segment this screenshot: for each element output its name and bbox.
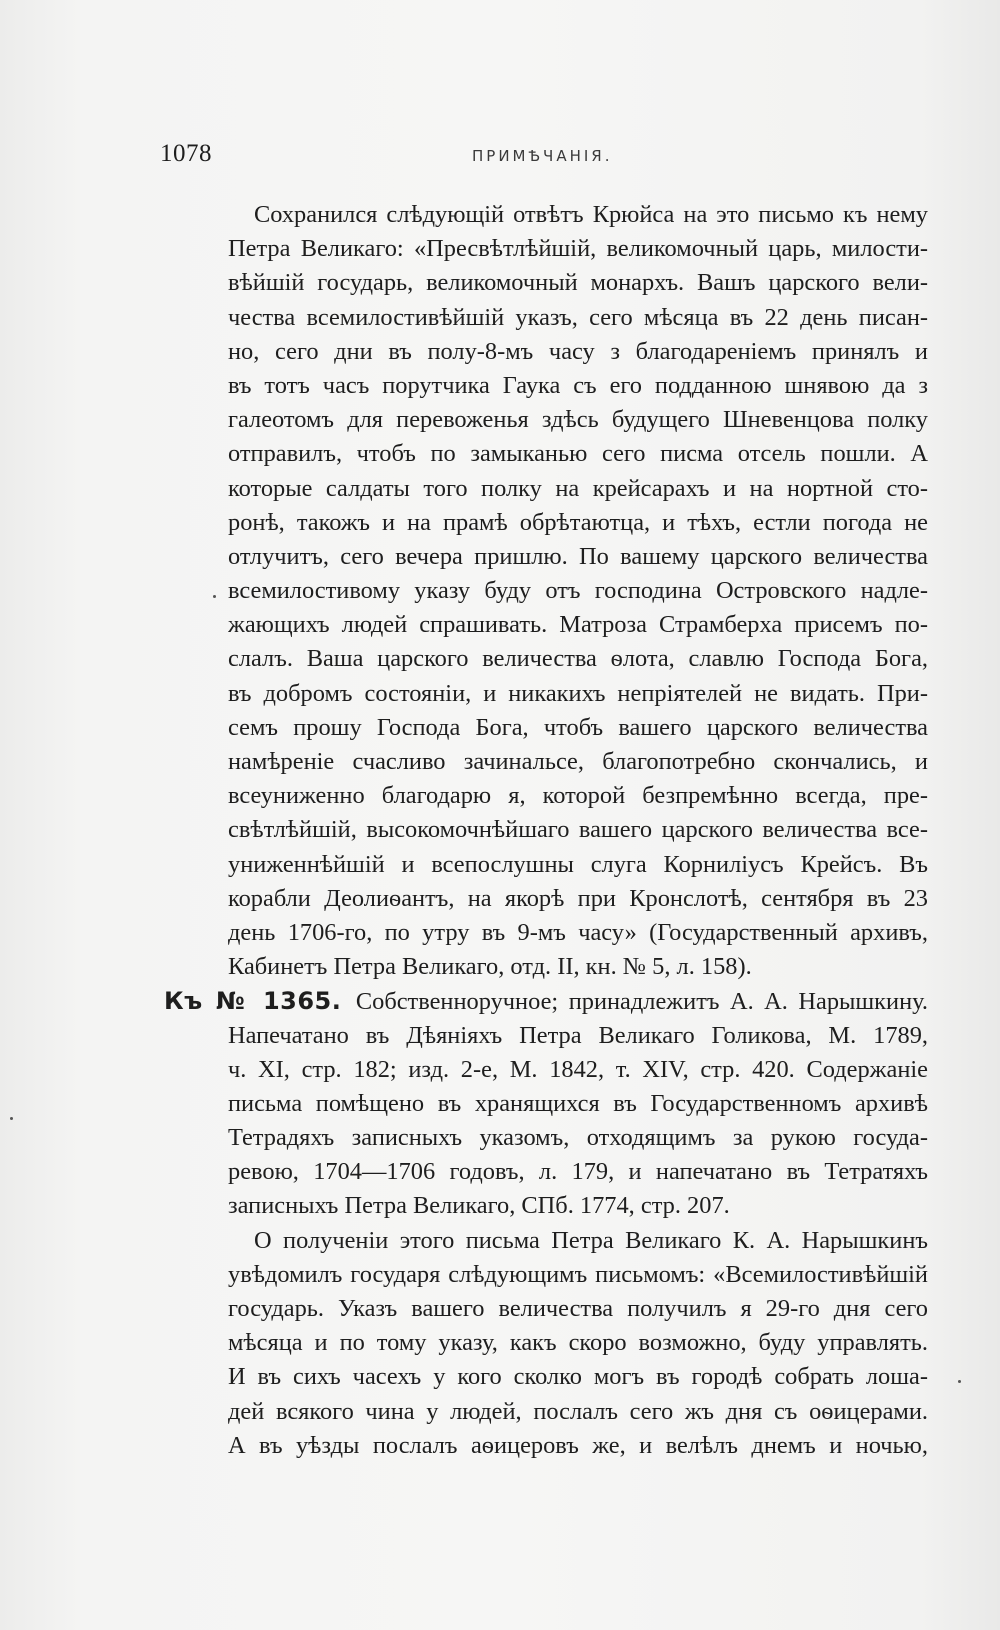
text-line: свѣтлѣйшій, высокомочнѣйшаго вашего царского величества все-: [228, 816, 928, 844]
text-line: отлучитъ, сего вечера пришлю. По вашему царского величества: [228, 542, 928, 570]
final-line: увѣдомилъ государя слѣдующимъ письмомъ: «Всемилостивѣйшій: [228, 1260, 928, 1288]
text-line: корабли Деолиѳантъ, на якорѣ при Кронслотѣ, сентября въ 23: [228, 884, 928, 912]
text-line: въ тотъ часъ порутчика Гаука съ его подданною шнявою да з: [228, 371, 928, 399]
text-line: въ добромъ состояніи, и никакихъ непріятелей не видать. При-: [228, 679, 928, 707]
final-line: И въ сихъ часехъ у кого сколко могъ въ городѣ собрать лоша-: [228, 1363, 928, 1391]
text-line: жающихъ людей спрашивать. Матроза Страмберха присемъ по-: [228, 611, 928, 639]
note-line: письма помѣщено въ хранящихся въ Государственномъ архивѣ: [228, 1089, 928, 1117]
text-line: слалъ. Ваша царского величества ѳлота, славлю Господа Бога,: [228, 645, 928, 673]
note-line: записныхъ Петра Великаго, СПб. 1774, стр. 207.: [228, 1192, 730, 1220]
text-line: но, сего дни въ полу-8-мъ часу з благодареніемъ принялъ и: [228, 337, 928, 365]
text-line: намѣреніе счасливо зачинальсе, благопотребно скончались, и: [228, 748, 928, 775]
paper-speck: [958, 1380, 961, 1383]
note-reference: Къ № 1365.: [164, 987, 342, 1016]
note-line: Тетрадяхъ записныхъ указомъ, отходящимъ за рукою госуда-: [228, 1124, 928, 1152]
text-line: семъ прошу Господа Бога, чтобъ вашего царского величества: [228, 713, 928, 741]
text-line: чества всемилостивѣйшій указъ, сего мѣсяца въ 22 день писан-: [228, 303, 928, 331]
text-line: отправилъ, чтобъ по замыканью сего писма отсель пошли. А: [228, 440, 928, 468]
paper-speck: [10, 1117, 13, 1120]
note-line: ревою, 1704—1706 годовъ, л. 179, и напечатано въ Тетратяхъ: [228, 1158, 928, 1186]
text-line: всеуниженно благодарю я, которой безпремѣнно всегда, пре-: [228, 782, 928, 810]
final-line: О полученіи этого письма Петра Великаго К. А. Нарышкинъ: [254, 1226, 928, 1254]
text-line: которые салдаты того полку на крейсарахъ и на нортной сто-: [228, 474, 928, 502]
main-text: [164, 198, 928, 1463]
text-line: галеотомъ для перевоженья здѣсь будущего Шневенцова полку: [228, 406, 928, 434]
text-line: Кабинетъ Петра Великаго, отд. II, кн. № 5, л. 158).: [228, 953, 752, 981]
final-line: мѣсяца и по тому указу, какъ скоро возможно, буду управлять.: [228, 1329, 928, 1357]
page-header: [160, 140, 940, 180]
text-line: униженнѣйшій и всепослушны слуга Корниліусъ Крейсъ. Въ: [228, 850, 928, 878]
text-line: Сохранился слѣдующій отвѣтъ Крюйса на это письмо къ нему: [254, 201, 928, 228]
text-line: ронѣ, такожъ и на прамѣ обрѣтаютца, и тѣхъ, естли погода не: [228, 508, 928, 536]
text-line: день 1706-го, по утру въ 9-мъ часу» (Государственный архивъ,: [228, 918, 928, 946]
text-line: Петра Великаго: «Пресвѣтлѣйшій, великомочный царь, милости-: [228, 235, 928, 263]
text-line: всемилостивому указу буду отъ господина Островского надле-: [228, 577, 928, 605]
final-line: А въ уѣзды послалъ аѳицеровъ же, и велѣлъ днемъ и ночью,: [228, 1431, 928, 1459]
text-line: вѣйшій государь, великомочный монархъ. Вашъ царского вели-: [228, 269, 928, 297]
note-line: ч. XI, стр. 182; изд. 2-е, М. 1842, т. XIV, стр. 420. Содержаніе: [228, 1055, 928, 1083]
final-line: государь. Указъ вашего величества получилъ я 29-го дня сего: [228, 1295, 928, 1322]
final-line: дей всякого чина у людей, послалъ сего жъ дня съ оѳицерами.: [228, 1397, 928, 1425]
note-line: Напечатано въ Дѣяніяхъ Петра Великаго Голикова, М. 1789,: [228, 1021, 928, 1049]
paper-speck: [213, 595, 216, 598]
page-number: 1078: [160, 140, 212, 167]
note-heading-line: [164, 984, 928, 1018]
note-first-line: Собственноручное; принадлежитъ А. А. Нарышкину.: [355, 988, 928, 1016]
running-title: ПРИМѢЧАНІЯ.: [472, 147, 613, 165]
